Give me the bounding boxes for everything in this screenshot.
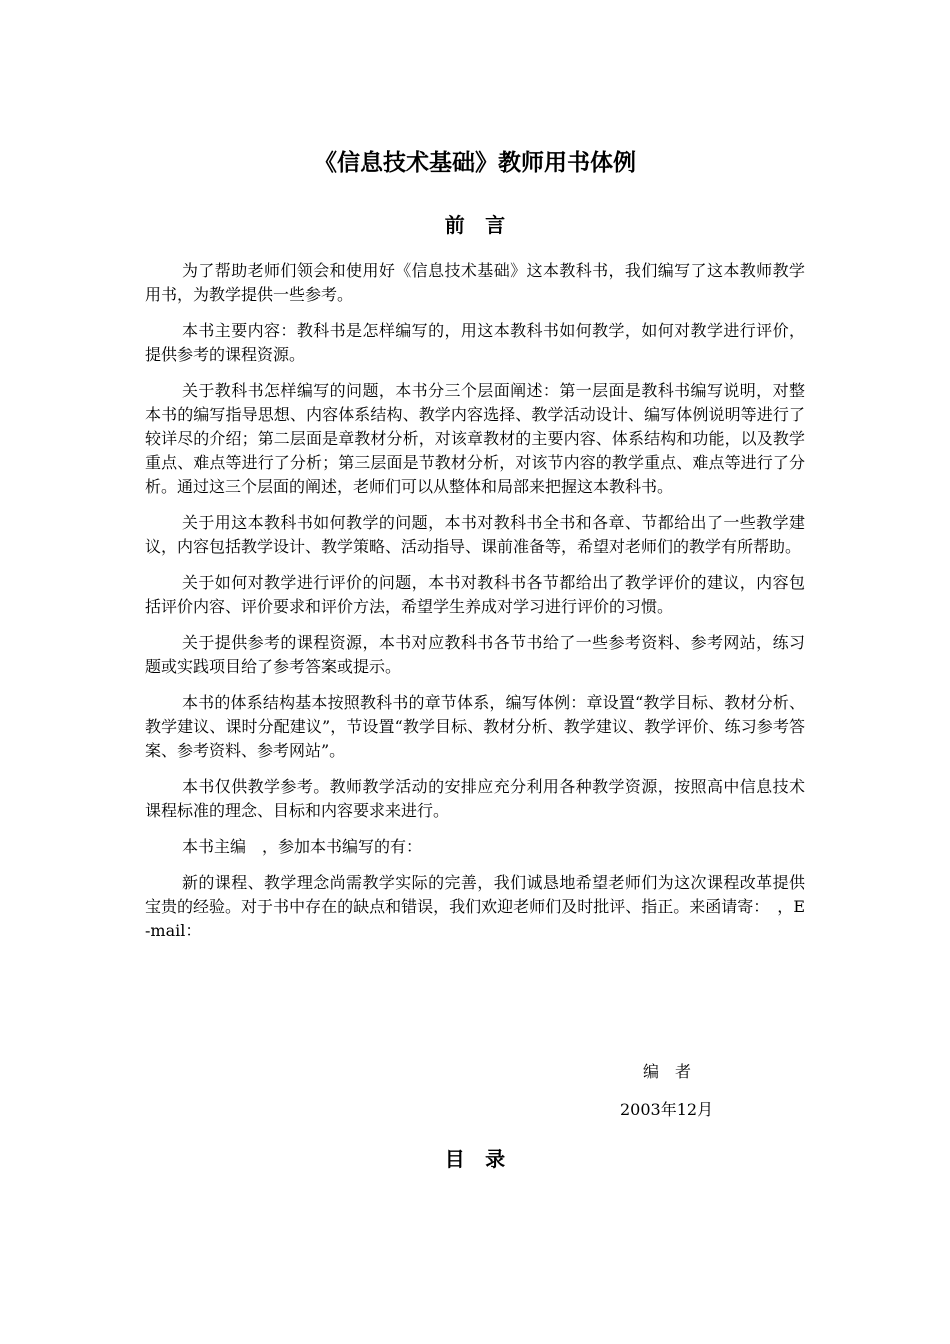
preface-paragraph: 关于提供参考的课程资源，本书对应教科书各节书给了一些参考资料、参考网站，练习题或实践项目给了参考答案或提示。 (145, 633, 805, 676)
preface-signature: 编 者 (643, 1062, 692, 1081)
preface-paragraph: 本书仅供教学参考。教师教学活动的安排应充分利用各种教学资源，按照高中信息技术课程标准的理念、目标和内容要求来进行。 (145, 777, 805, 820)
preface-paragraph: 本书主要内容：教科书是怎样编写的，用这本教科书如何教学，如何对教学进行评价，提供参考的课程资源。 (145, 321, 805, 364)
preface-heading: 前 言 (444, 213, 506, 237)
preface-paragraph: 本书的体系结构基本按照教科书的章节体系，编写体例：章设置“教学目标、教材分析、教学建议、课时分配建议”，节设置“教学目标、教材分析、教学建议、教学评价、练习参考答案、参考资料、参考网站”。 (145, 693, 805, 760)
document-title: 《信息技术基础》教师用书体例 (314, 150, 636, 176)
preface-date: 2003年12月 (620, 1100, 714, 1119)
table-of-contents-heading: 目 录 (444, 1147, 506, 1171)
preface-body (145, 259, 805, 955)
preface-paragraph: 本书主编 ，参加本书编写的有： (182, 837, 423, 856)
preface-paragraph: 关于教科书怎样编写的问题，本书分三个层面阐述：第一层面是教科书编写说明，对整本书的编写指导思想、内容体系结构、教学内容选择、教学活动设计、编写体例说明等进行了较详尽的介绍；第二层面是章教材分析，对该章教材的主要内容、体系结构和功能，以及教学重点、难点等进行了分析；第三层面是节教材分析，对该节内容的教学重点、难点等进行了分析。通过这三个层面的阐述，老师们可以从整体和局部来把握这本教科书。 (145, 381, 805, 496)
preface-paragraph: 关于用这本教科书如何教学的问题，本书对教科书全书和各章、节都给出了一些教学建议，内容包括教学设计、教学策略、活动指导、课前准备等，希望对老师们的教学有所帮助。 (145, 513, 805, 556)
preface-paragraph: 关于如何对教学进行评价的问题，本书对教科书各节都给出了教学评价的建议，内容包括评价内容、评价要求和评价方法，希望学生养成对学习进行评价的习惯。 (145, 573, 805, 616)
preface-paragraph: 为了帮助老师们领会和使用好《信息技术基础》这本教科书，我们编写了这本教师教学用书，为教学提供一些参考。 (145, 261, 805, 304)
preface-paragraph: 新的课程、教学理念尚需教学实际的完善，我们诚恳地希望老师们为这次课程改革提供宝贵的经验。对于书中存在的缺点和错误，我们欢迎老师们及时批评、指正。来函请寄： ，E-mail： (145, 873, 805, 940)
